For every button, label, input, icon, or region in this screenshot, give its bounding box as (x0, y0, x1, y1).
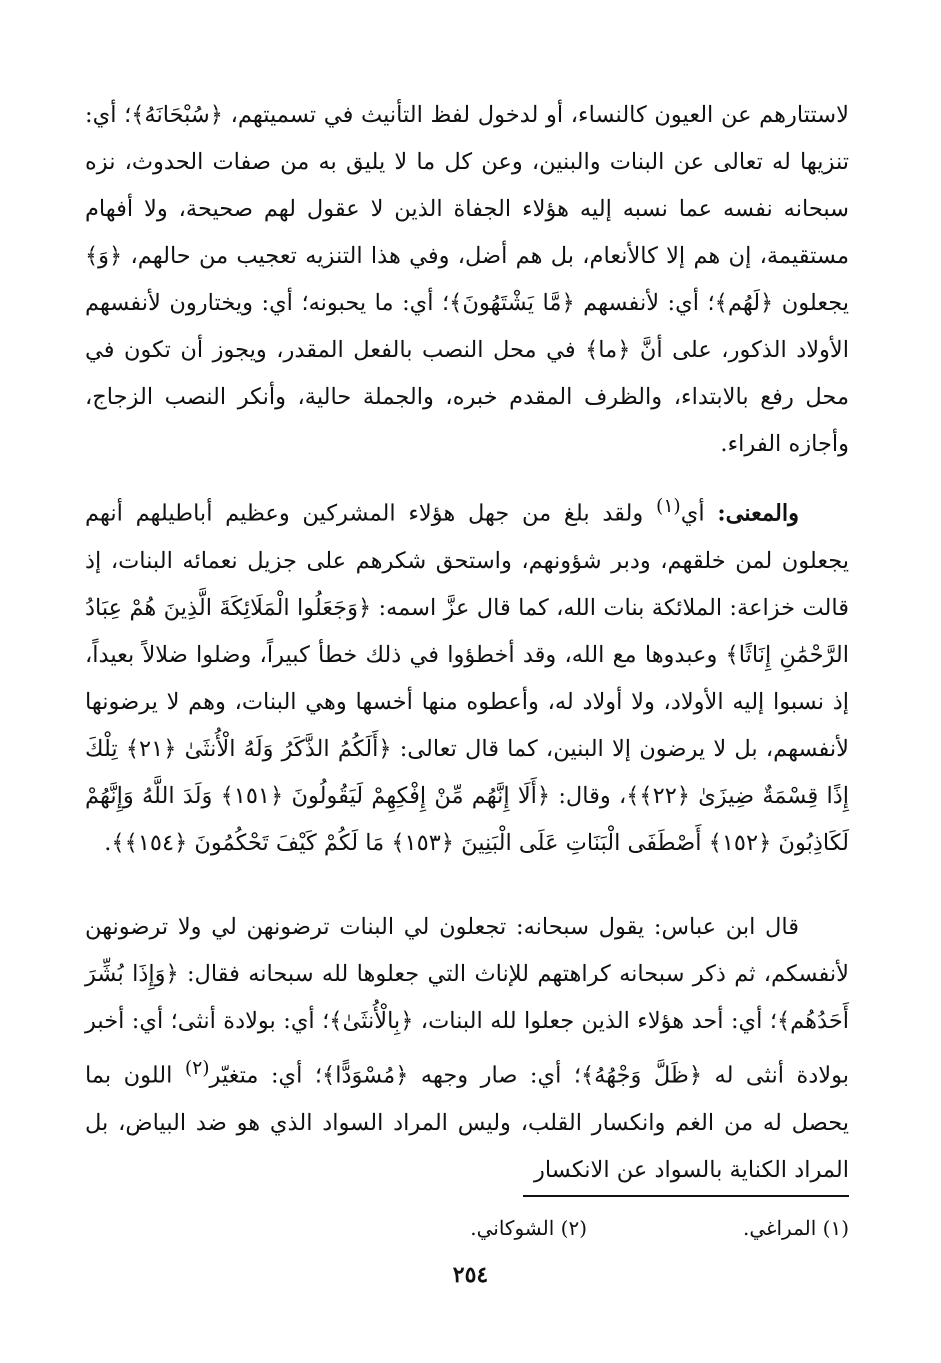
paragraph-2-text (85, 483, 849, 867)
footnote-ref-2: (٢) (184, 1058, 210, 1079)
footnotes (85, 1208, 849, 1248)
footnote-1: (١) المراغي. (742, 1216, 849, 1240)
paragraph-1 (85, 92, 849, 468)
paragraph-2 (85, 483, 849, 867)
paragraph-3-text (85, 904, 849, 1194)
meaning-heading: والمعنى: (717, 500, 799, 527)
paragraph-2-pre: أي (680, 500, 718, 527)
paragraph-3 (85, 904, 849, 1194)
footnote-divider (523, 1195, 849, 1197)
paragraph-2-body: ولقد بلغ من جهل هؤلاء المشركين وعظيم أباطيلهم أنهم يجعلون لمن خلقهم، ودبر شؤونهم، واستحق شكرهم على جزيل نعمائه البنات، إذ قالت خزاعة: الملائكة بنات الله، كما قال عزَّ اسمه: ﴿وَجَعَلُوا الْمَلَائِكَةَ الَّذِينَ هُمْ عِبَادُ الرَّحْمَٰنِ إِنَاثًا﴾ وعبدوها مع الله، وقد أخطؤوا في ذلك خطأ كبيراً، وضلوا ضلالاً بعيداً، إذ نسبوا إليه الأولاد، ولا أولاد له، وأعطوه منها أخسها وهي البنات، وهم لا يرضونها لأنفسهم، بل لا يرضون إلا البنين، كما قال تعالى: ﴿أَلَكُمُ الذَّكَرُ وَلَهُ الْأُنثَىٰ ﴿٢١﴾ تِلْكَ إِذًا قِسْمَةٌ ضِيزَىٰ ﴿٢٢﴾﴾، وقال: ﴿أَلَا إِنَّهُم مِّنْ إِفْكِهِمْ لَيَقُولُونَ ﴿١٥١﴾ وَلَدَ اللَّهُ وَإِنَّهُمْ لَكَاذِبُونَ ﴿١٥٢﴾ أَصْطَفَى الْبَنَاتِ عَلَى الْبَنِينَ ﴿١٥٣﴾ مَا لَكُمْ كَيْفَ تَحْكُمُونَ ﴿١٥٤﴾﴾. (85, 500, 849, 856)
page-number: ٢٥٤ (452, 1262, 489, 1288)
footnote-2: (٢) الشوكاني. (470, 1216, 587, 1240)
footnote-ref-1: (١) (655, 496, 681, 517)
paragraph-3-body: اللون بما يحصل له من الغم وانكسار القلب، وليس المراد السواد الذي هو ضد البياض، بل المراد الكناية بالسواد عن الانكسار (85, 1062, 849, 1183)
paragraph-3-pre: قال ابن عباس: يقول سبحانه: تجعلون لي البنات ترضونهن لي ولا ترضونهن لأنفسكم، ثم ذكر سبحانه كراهتهم للإناث التي جعلوها لله سبحانه فقال: ﴿وَإِذَا بُشِّرَ أَحَدُهُم﴾؛ أي: أحد هؤلاء الذين جعلوا لله البنات، ﴿بِالْأُنثَىٰ﴾؛ أي: بولادة أنثى؛ أي: أخبر بولادة أنثى له ﴿ظَلَّ وَجْهُهُ﴾؛ أي: صار وجهه ﴿مُسْوَدًّا﴾؛ أي: متغيّر (85, 914, 849, 1089)
paragraph-1-text: لاستتارهم عن العيون كالنساء، أو لدخول لفظ التأنيث في تسميتهم، ﴿سُبْحَانَهُ﴾؛ أي: تنزيها له تعالى عن البنات والبنين، وعن كل ما لا يليق به من صفات الحدوث، نزه سبحانه نفسه عما نسبه إليه هؤلاء الجفاة الذين لا عقول لهم صحيحة، ولا أفهام مستقيمة، إن هم إلا كالأنعام، بل هم أضل، وفي هذا التنزيه تعجيب من حالهم، ﴿وَ﴾ يجعلون ﴿لَهُم﴾؛ أي: لأنفسهم ﴿مَّا يَشْتَهُونَ﴾؛ أي: ما يحبونه؛ أي: ويختارون لأنفسهم الأولاد الذكور، على أنَّ ﴿ما﴾ في محل النصب بالفعل المقدر، ويجوز أن تكون في محل رفع بالابتداء، والظرف المقدم خبره، والجملة حالية، وأنكر النصب الزجاج، وأجازه الفراء. (85, 102, 849, 457)
